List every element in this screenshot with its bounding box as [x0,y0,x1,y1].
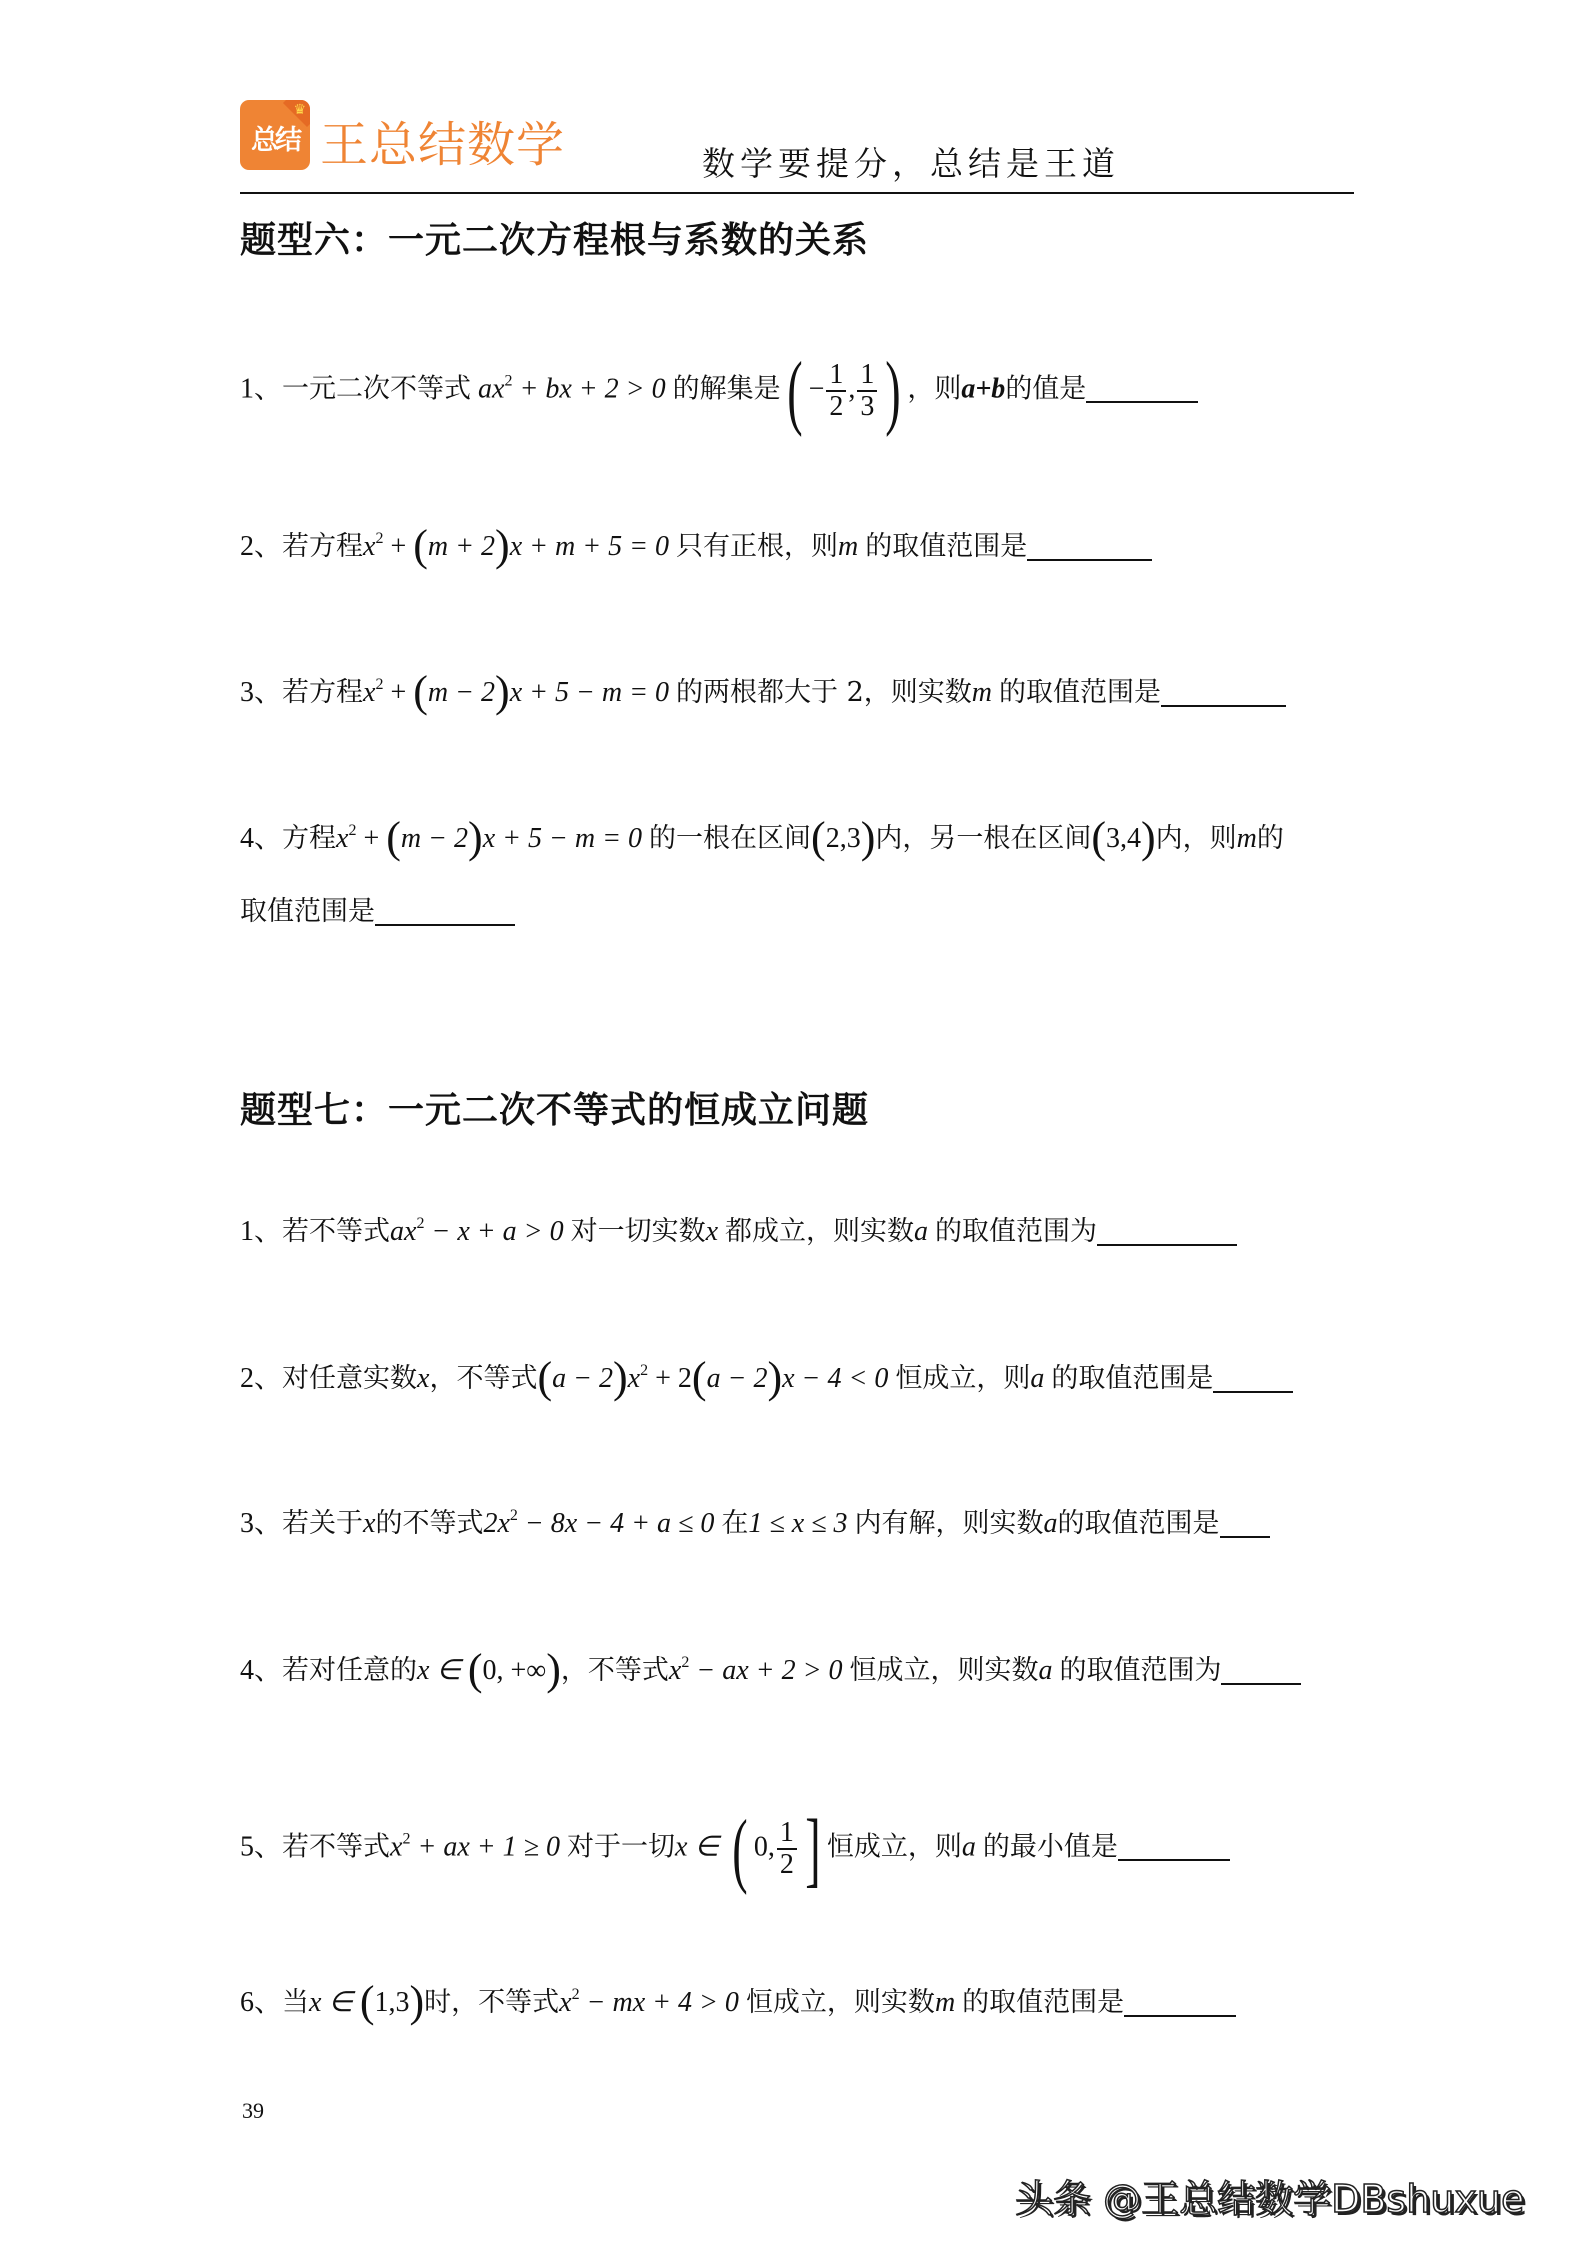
slogan: 数学要提分，总结是王道 [702,144,1120,183]
brand-logo [240,100,310,170]
question-6-2: 2、若方程$x^2 + (m + 2)x + m + 5 = 0$ 只有正根，则m 的取值范围是 [240,526,1152,567]
question-7-2: 2、对任意实数x，不等式$(a - 2)x^2 + 2(a - 2)x - 4 < 0$ 恒成立，则a 的取值范围是 [240,1358,1293,1399]
question-7-5: 5、若不等式$x^2$ + ax + 1 ≥ 0 对于一切x ∈ ( 0, $\frac{1}{2}$ ] 恒成立，则a 的最小值是 [240,1818,1230,1880]
section-title-6: 题型六：一元二次方程根与系数的关系 [240,220,870,261]
answer-blank[interactable] [1124,1987,1236,2017]
answer-blank[interactable] [1086,373,1198,403]
question-6-3: 3、若方程$x^2 + (m - 2)x + 5 - m = 0$ 的两根都大于 2，则实数m 的取值范围是 [240,672,1286,713]
question-6-4: 4、方程$x^2 + (m - 2)x + 5 - m = 0$ 的一根在区间(2,3)内，另一根在区间(3,4)内，则m的 [240,813,1284,862]
logo-text: 总结 [251,125,299,156]
page-number: 39 [242,2098,264,2123]
answer-blank[interactable] [1220,1508,1270,1538]
answer-blank[interactable] [1027,531,1152,561]
answer-blank[interactable] [1097,1216,1237,1246]
question-6-4-line2: 取值范围是 [240,892,515,932]
answer-blank[interactable] [1213,1363,1293,1393]
crown-icon: ♛ [293,102,306,118]
question-7-6: 6、当x ∈ (1,3)时，不等式$x^2$ − mx + 4 > 0 恒成立，则实数m 的取值范围是 [240,1982,1236,2023]
answer-blank[interactable] [375,896,515,926]
answer-blank[interactable] [1221,1655,1301,1685]
question-7-4: 4、若对任意的x ∈ (0, +∞)，不等式$x^2$ − ax + 2 > 0 恒成立，则实数a 的取值范围为 [240,1650,1301,1691]
section-title-7: 题型七：一元二次不等式的恒成立问题 [240,1090,870,1131]
question-7-3: 3、若关于x的不等式$2x^2 - 8x - 4 + a \le 0$ 在1 ≤ x ≤ 3 内有解，则实数a的取值范围是 [240,1504,1270,1544]
brand-name: 王总结数学 [320,117,566,173]
question-7-1: 1、若不等式$ax^2 - x + a > 0$ 对一切实数x 都成立，则实数a 的取值范围为 [240,1212,1237,1252]
header-divider [240,192,1354,194]
fraction: $\frac{1}{3}$ [857,360,877,422]
answer-blank[interactable] [1161,677,1286,707]
fraction: $\frac{1}{2}$ [826,360,846,422]
answer-blank[interactable] [1118,1831,1230,1861]
question-6-1: 1、一元二次不等式 $ax^2$ + bx + 2 > 0 的解集是( − $\frac{1}{2}$ , $\frac{1}{3}$ ) ，则a+b的值是 [240,360,1198,422]
watermark: 头条 @王总结数学DBshuxue [1015,2177,1525,2221]
fraction: $\frac{1}{2}$ [777,1818,797,1880]
